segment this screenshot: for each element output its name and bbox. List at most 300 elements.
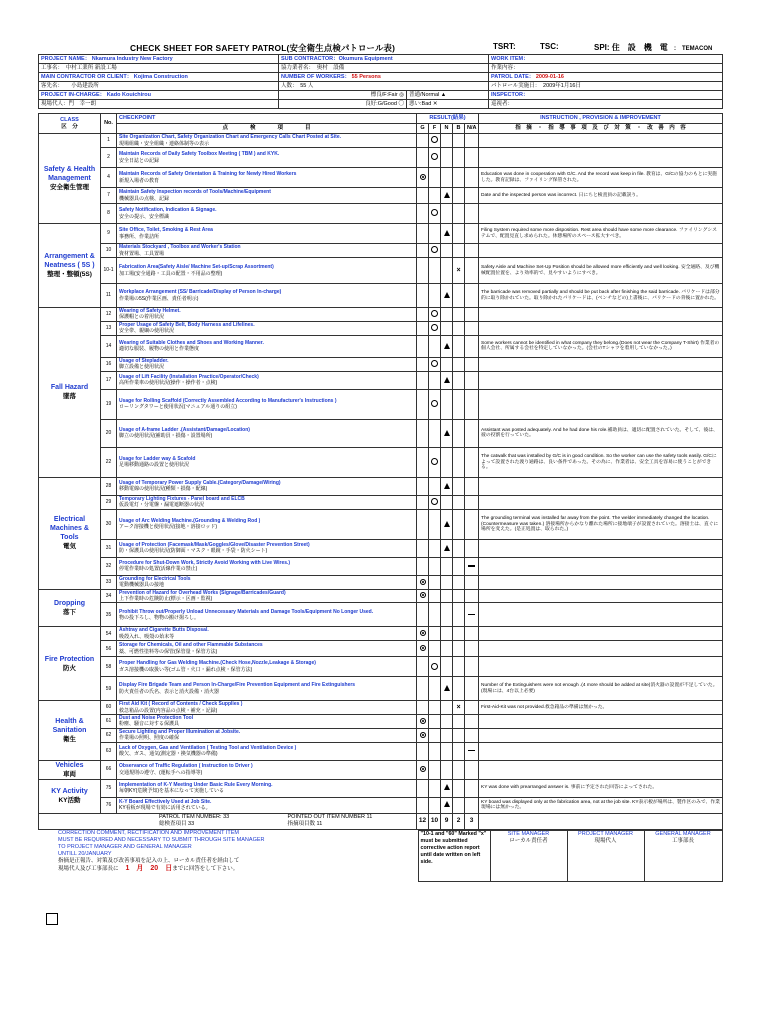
result-b-cell[interactable] bbox=[453, 495, 465, 509]
result-f-cell[interactable] bbox=[429, 134, 441, 148]
result-f-cell[interactable] bbox=[429, 389, 441, 419]
result-na-cell[interactable] bbox=[465, 371, 479, 389]
result-na-cell[interactable] bbox=[465, 495, 479, 509]
result-n-cell[interactable] bbox=[441, 258, 453, 284]
acknowledge-checkbox[interactable] bbox=[46, 913, 58, 925]
checkpoint-cell bbox=[117, 224, 417, 244]
result-na-cell[interactable] bbox=[465, 419, 479, 447]
footer-deadline: 1 月 20 日 bbox=[118, 865, 173, 873]
result-b-cell[interactable] bbox=[453, 389, 465, 419]
result-g-cell[interactable] bbox=[417, 357, 429, 371]
good-mark-icon bbox=[431, 153, 438, 160]
class-label: Fall Hazard bbox=[50, 384, 89, 392]
result-b-cell[interactable] bbox=[453, 627, 465, 641]
checkpoint-jp: 安全帯、親綱の使用状況 bbox=[119, 328, 175, 335]
result-b-cell[interactable] bbox=[453, 797, 465, 813]
checkpoint-en: K-Y Board Effectively Used at Job Site. bbox=[119, 798, 212, 805]
class-cell bbox=[39, 627, 101, 701]
checkpoint-jp: 作業場の5S(作業区画、責任者明示) bbox=[119, 295, 199, 302]
checkpoint-jp: ガス溶接機の取扱い等(ゴム管・火口・漏れ点検・保管方法) bbox=[119, 666, 253, 673]
normal-mark-icon bbox=[444, 483, 450, 489]
checkpoint-cell bbox=[117, 357, 417, 371]
result-f-cell[interactable] bbox=[429, 603, 441, 627]
result-na-cell[interactable] bbox=[465, 728, 479, 742]
checkpoint-jp: 酸欠、ガス、通気(測定器・換気機器の準備) bbox=[119, 751, 218, 758]
result-f-cell[interactable] bbox=[429, 627, 441, 641]
checkpoint-jp: 仮設電灯・分電盤・漏電遮断器の状況 bbox=[119, 502, 205, 509]
header-table bbox=[38, 54, 723, 109]
result-b-cell[interactable] bbox=[453, 134, 465, 148]
result-na-cell[interactable] bbox=[465, 557, 479, 575]
row-number: 33 bbox=[101, 575, 117, 589]
result-b-cell[interactable] bbox=[453, 357, 465, 371]
result-g-cell[interactable] bbox=[417, 134, 429, 148]
result-f-cell[interactable] bbox=[429, 148, 441, 168]
result-b-cell[interactable] bbox=[453, 779, 465, 797]
result-g-cell[interactable] bbox=[417, 284, 429, 308]
result-b-cell[interactable] bbox=[453, 419, 465, 447]
good-mark-icon bbox=[431, 663, 438, 670]
checkpoint-cell bbox=[117, 244, 417, 258]
row-number: 35 bbox=[101, 603, 117, 627]
result-f-cell[interactable] bbox=[429, 284, 441, 308]
result-f-cell[interactable] bbox=[429, 321, 441, 335]
checkpoint-en: Safety Notification, Indication & Signage. bbox=[119, 207, 217, 214]
result-n-cell[interactable] bbox=[441, 204, 453, 224]
result-f-cell[interactable] bbox=[429, 557, 441, 575]
result-na-cell[interactable] bbox=[465, 308, 479, 322]
result-na-cell[interactable] bbox=[465, 188, 479, 204]
result-b-cell[interactable] bbox=[453, 321, 465, 335]
result-n-cell[interactable] bbox=[441, 779, 453, 797]
checkpoint-jp: 脚立の使用状況(補助員・損傷・設置場所) bbox=[119, 433, 213, 440]
normal-mark-icon bbox=[444, 801, 450, 807]
checkpoint-cell bbox=[117, 419, 417, 447]
instruction-header: INSTRUCTION , PROVISION & IMPROVEMENT bbox=[479, 114, 723, 124]
result-g-cell[interactable] bbox=[417, 779, 429, 797]
result-n-cell[interactable] bbox=[441, 224, 453, 244]
result-n-cell[interactable] bbox=[441, 389, 453, 419]
inspector-label: INSPECTOR： bbox=[491, 92, 529, 98]
result-g-cell[interactable] bbox=[417, 244, 429, 258]
result-b-cell[interactable] bbox=[453, 168, 465, 188]
result-f-cell[interactable] bbox=[429, 539, 441, 557]
row-number: 31 bbox=[101, 539, 117, 557]
checkpoint-jp: 安全日誌との記録 bbox=[119, 157, 160, 164]
result-na-cell[interactable] bbox=[465, 797, 479, 813]
general-manager-label: GENERAL MANAGER bbox=[655, 830, 711, 837]
patrol-date-jp: パトロール実施日： 2009年1月16日 bbox=[489, 82, 723, 91]
result-na-cell[interactable] bbox=[465, 204, 479, 224]
result-g-cell[interactable] bbox=[417, 657, 429, 677]
result-n-cell[interactable] bbox=[441, 308, 453, 322]
result-n-cell[interactable] bbox=[441, 539, 453, 557]
in-charge-label: PROJECT IN-CHARGE： bbox=[41, 92, 106, 98]
result-f-cell[interactable] bbox=[429, 308, 441, 322]
result-n-cell[interactable] bbox=[441, 760, 453, 779]
result-b-cell[interactable] bbox=[453, 371, 465, 389]
result-b-cell[interactable] bbox=[453, 575, 465, 589]
result-n-cell[interactable] bbox=[441, 357, 453, 371]
checkpoint-cell bbox=[117, 797, 417, 813]
result-b-cell[interactable] bbox=[453, 509, 465, 539]
result-na-cell[interactable] bbox=[465, 477, 479, 495]
normal-mark-icon bbox=[444, 784, 450, 790]
pointed-jp: 指摘項目数 bbox=[287, 821, 316, 828]
result-g-cell[interactable] bbox=[417, 419, 429, 447]
class-label-jp: 落下 bbox=[63, 609, 76, 617]
result-f-cell[interactable] bbox=[429, 715, 441, 729]
result-na-cell[interactable] bbox=[465, 357, 479, 371]
result-na-cell[interactable] bbox=[465, 447, 479, 477]
result-g-cell[interactable] bbox=[417, 447, 429, 477]
result-f-cell[interactable] bbox=[429, 742, 441, 760]
result-b-cell[interactable] bbox=[453, 677, 465, 701]
result-g-cell[interactable] bbox=[417, 589, 429, 603]
result-b-cell[interactable] bbox=[453, 284, 465, 308]
checkpoint-cell bbox=[117, 589, 417, 603]
tsrt-label: TSRT: bbox=[493, 42, 516, 51]
result-na-cell[interactable] bbox=[465, 657, 479, 677]
general-manager-jp: 工事部長 bbox=[671, 837, 694, 844]
result-g-cell[interactable] bbox=[417, 760, 429, 779]
result-b-cell[interactable] bbox=[453, 447, 465, 477]
checkpoint-jp: 電動機械器具の接地 bbox=[119, 582, 165, 589]
result-g-cell[interactable] bbox=[417, 258, 429, 284]
pointed-label: POINTED OUT ITEM NUMBER bbox=[287, 814, 366, 821]
result-n-cell[interactable] bbox=[441, 284, 453, 308]
result-b-cell[interactable] bbox=[453, 728, 465, 742]
result-g-cell[interactable] bbox=[417, 321, 429, 335]
result-f-cell[interactable] bbox=[429, 657, 441, 677]
fair-mark-icon bbox=[420, 579, 426, 585]
result-na-cell[interactable] bbox=[465, 742, 479, 760]
spi-label: SPI: 住 設 機 電 bbox=[594, 43, 668, 52]
result-b-cell[interactable] bbox=[453, 258, 465, 284]
result-na-cell[interactable] bbox=[465, 575, 479, 589]
result-b-cell[interactable] bbox=[453, 742, 465, 760]
result-f-cell[interactable] bbox=[429, 641, 441, 657]
result-b-cell[interactable] bbox=[453, 244, 465, 258]
result-f-cell[interactable] bbox=[429, 447, 441, 477]
result-f-cell[interactable] bbox=[429, 357, 441, 371]
result-na-cell[interactable] bbox=[465, 760, 479, 779]
row-number: 12 bbox=[101, 308, 117, 322]
checkpoint-jp: 防・保護具の使用状況(防御面・マスク・眼鏡・手袋・防火シート) bbox=[119, 548, 268, 555]
result-n-cell[interactable] bbox=[441, 715, 453, 729]
instruction-cell: Education was done in cooperation with G/C. And the record was keep in file. 教育は、G/Cの協力のもとに実施した。教育記録は、ファイリング保管された。 bbox=[479, 168, 723, 188]
result-na-cell[interactable] bbox=[465, 168, 479, 188]
checkpoint-cell bbox=[117, 677, 417, 701]
result-na-cell[interactable] bbox=[465, 224, 479, 244]
checkpoint-cell bbox=[117, 258, 417, 284]
total-g: 12 bbox=[417, 813, 429, 829]
result-b-cell[interactable] bbox=[453, 335, 465, 357]
row-number: 22 bbox=[101, 447, 117, 477]
checkpoint-cell bbox=[117, 701, 417, 715]
result-n-cell[interactable] bbox=[441, 509, 453, 539]
result-g-cell[interactable] bbox=[417, 224, 429, 244]
result-g-cell[interactable] bbox=[417, 627, 429, 641]
result-b-cell[interactable] bbox=[453, 641, 465, 657]
checkpoint-cell bbox=[117, 371, 417, 389]
result-b-cell[interactable] bbox=[453, 589, 465, 603]
row-number: 54 bbox=[101, 627, 117, 641]
normal-legend: 普通/Normal ▲ bbox=[407, 91, 489, 100]
checkpoint-jp: 上下作業時の危険防止(標示・区画・監視) bbox=[119, 596, 213, 603]
checkpoint-cell bbox=[117, 148, 417, 168]
checkpoint-cell bbox=[117, 603, 417, 627]
result-g-cell[interactable] bbox=[417, 371, 429, 389]
result-n-cell[interactable] bbox=[441, 657, 453, 677]
row-number: 66 bbox=[101, 760, 117, 779]
result-na-cell[interactable] bbox=[465, 539, 479, 557]
result-f-cell[interactable] bbox=[429, 168, 441, 188]
checkpoint-cell bbox=[117, 447, 417, 477]
class-cell bbox=[39, 308, 101, 478]
result-f-cell[interactable] bbox=[429, 728, 441, 742]
checkpoint-en: Usage of Temporary Power Supply Cable.(Category/Damage/Wiring) bbox=[119, 479, 281, 486]
patrol-date: 2009-01-16 bbox=[535, 74, 564, 80]
footer-line-5: 指摘是正報告、対策及び改善事項を記入の上、ローカル責任者を経由して bbox=[58, 858, 240, 865]
result-n-cell[interactable] bbox=[441, 701, 453, 715]
result-f-cell[interactable] bbox=[429, 701, 441, 715]
result-g-cell[interactable] bbox=[417, 168, 429, 188]
result-n-cell[interactable] bbox=[441, 495, 453, 509]
workers-jp: 人数： 55 人 bbox=[279, 82, 489, 91]
result-b-cell[interactable] bbox=[453, 204, 465, 224]
result-na-cell[interactable] bbox=[465, 641, 479, 657]
row-number: 59 bbox=[101, 677, 117, 701]
result-n-cell[interactable] bbox=[441, 477, 453, 495]
normal-mark-icon bbox=[444, 685, 450, 691]
result-na-cell[interactable] bbox=[465, 779, 479, 797]
pointed-jp-value: 11 bbox=[316, 821, 323, 828]
result-n-cell[interactable] bbox=[441, 188, 453, 204]
result-f-cell[interactable] bbox=[429, 188, 441, 204]
result-g-cell[interactable] bbox=[417, 677, 429, 701]
instruction-cell bbox=[479, 557, 723, 575]
result-f-header: F bbox=[429, 124, 441, 134]
result-n-cell[interactable] bbox=[441, 168, 453, 188]
result-f-cell[interactable] bbox=[429, 589, 441, 603]
checklist-row bbox=[39, 641, 723, 657]
normal-mark-icon bbox=[444, 430, 450, 436]
result-n-cell[interactable] bbox=[441, 321, 453, 335]
class-label: Dropping bbox=[53, 600, 86, 608]
result-g-cell[interactable] bbox=[417, 557, 429, 575]
result-g-cell[interactable] bbox=[417, 509, 429, 539]
result-g-cell[interactable] bbox=[417, 641, 429, 657]
result-f-cell[interactable] bbox=[429, 244, 441, 258]
checklist-row bbox=[39, 204, 723, 224]
result-n-cell[interactable] bbox=[441, 797, 453, 813]
result-f-cell[interactable] bbox=[429, 677, 441, 701]
result-n-cell[interactable] bbox=[441, 603, 453, 627]
result-n-cell[interactable] bbox=[441, 575, 453, 589]
row-number: 4 bbox=[101, 168, 117, 188]
instruction-cell: Filing System required some more disposition. Rest area should have some more clearance. ファイリングシステムで、配置見直し求められた。休憩場所のスペース拡大すべき。 bbox=[479, 224, 723, 244]
checkpoint-cell bbox=[117, 308, 417, 322]
result-f-cell[interactable] bbox=[429, 575, 441, 589]
result-b-cell[interactable] bbox=[453, 308, 465, 322]
checkpoint-en: Usage of Protection (Facemask/Mask/Goggles/Glove/Disaster Prevention Street) bbox=[119, 541, 310, 548]
result-f-cell[interactable] bbox=[429, 509, 441, 539]
result-n-cell[interactable] bbox=[441, 742, 453, 760]
class-label: KY Activity bbox=[51, 788, 88, 796]
result-n-cell[interactable] bbox=[441, 641, 453, 657]
result-g-cell[interactable] bbox=[417, 797, 429, 813]
result-b-cell[interactable] bbox=[453, 148, 465, 168]
instruction-cell bbox=[479, 575, 723, 589]
result-g-cell[interactable] bbox=[417, 575, 429, 589]
workers-count: 55 Persons bbox=[351, 74, 381, 80]
result-n-cell[interactable] bbox=[441, 728, 453, 742]
fair-mark-icon bbox=[420, 718, 426, 724]
instruction-cell bbox=[479, 321, 723, 335]
result-b-cell[interactable] bbox=[453, 715, 465, 729]
result-f-cell[interactable] bbox=[429, 779, 441, 797]
fair-mark-icon bbox=[420, 174, 426, 180]
result-n-cell[interactable] bbox=[441, 371, 453, 389]
total-na: 3 bbox=[465, 813, 479, 829]
result-b-cell[interactable] bbox=[453, 477, 465, 495]
normal-mark-icon bbox=[444, 377, 450, 383]
result-g-cell[interactable] bbox=[417, 477, 429, 495]
instruction-cell: KY was done with prearranged answer is. 事前に予定された回答によってされた。 bbox=[479, 779, 723, 797]
result-na-cell[interactable] bbox=[465, 321, 479, 335]
checklist-row bbox=[39, 728, 723, 742]
result-na-cell[interactable] bbox=[465, 715, 479, 729]
good-mark-icon bbox=[431, 400, 438, 407]
result-f-cell[interactable] bbox=[429, 224, 441, 244]
checkpoint-en: Wearing of Suitable Clothes and Shoes and Working Manner. bbox=[119, 339, 264, 346]
project-name-jp: 工事名： 中村工業所 新設工場 bbox=[39, 64, 279, 73]
result-na-cell[interactable] bbox=[465, 701, 479, 715]
checkpoint-jp: 作業場の照明、照度の確保 bbox=[119, 735, 180, 742]
result-na-cell[interactable] bbox=[465, 589, 479, 603]
result-f-cell[interactable] bbox=[429, 335, 441, 357]
result-g-cell[interactable] bbox=[417, 308, 429, 322]
result-g-cell[interactable] bbox=[417, 701, 429, 715]
result-n-cell[interactable] bbox=[441, 557, 453, 575]
checkpoint-en: Usage of Arc Welding Machine.(Grounding & Welding Rod ) bbox=[119, 517, 261, 524]
result-na-cell[interactable] bbox=[465, 335, 479, 357]
no-header: No. bbox=[101, 114, 117, 134]
result-n-cell[interactable] bbox=[441, 134, 453, 148]
result-g-cell[interactable] bbox=[417, 204, 429, 224]
fair-mark-icon bbox=[420, 630, 426, 636]
result-na-cell[interactable] bbox=[465, 389, 479, 419]
result-g-cell[interactable] bbox=[417, 188, 429, 204]
result-n-cell[interactable] bbox=[441, 627, 453, 641]
result-na-cell[interactable] bbox=[465, 258, 479, 284]
dash-mark-icon bbox=[468, 614, 475, 615]
checklist-row bbox=[39, 244, 723, 258]
footer-line-6-prefix: 現場代人及び工事部長に bbox=[58, 866, 119, 873]
checkpoint-cell bbox=[117, 495, 417, 509]
good-mark-icon bbox=[431, 136, 438, 143]
result-n-cell[interactable] bbox=[441, 447, 453, 477]
result-b-cell[interactable] bbox=[453, 760, 465, 779]
checkpoint-en: Observance of Traffic Regulation ( Instruction to Driver ) bbox=[119, 763, 253, 770]
result-b-cell[interactable] bbox=[453, 657, 465, 677]
checkpoint-jp: 加工場(安全通路・工具の配置・不用品の整理) bbox=[119, 270, 223, 277]
normal-mark-icon bbox=[444, 545, 450, 551]
instruction-cell: First-Aid-Kit was not provided.救急箱品の準備は無かった。 bbox=[479, 701, 723, 715]
result-f-cell[interactable] bbox=[429, 258, 441, 284]
result-g-cell[interactable] bbox=[417, 335, 429, 357]
result-n-cell[interactable] bbox=[441, 419, 453, 447]
good-legend: 良好:G/Good 〇 bbox=[279, 100, 407, 109]
result-n-cell[interactable] bbox=[441, 589, 453, 603]
result-g-cell[interactable] bbox=[417, 742, 429, 760]
checkpoint-en: Maintain Safety Inspection records of Tools/Machine/Equipment bbox=[119, 189, 271, 196]
checkpoint-en: Site Organization Chart, Safety Organization Chart and Emergency Calls Chart Posted at Site. bbox=[119, 134, 341, 141]
result-g-cell[interactable] bbox=[417, 728, 429, 742]
result-na-cell[interactable] bbox=[465, 284, 479, 308]
result-b-cell[interactable] bbox=[453, 603, 465, 627]
result-g-cell[interactable] bbox=[417, 539, 429, 557]
result-f-cell[interactable] bbox=[429, 760, 441, 779]
checkpoint-en: Grounding for Electrical Tools bbox=[119, 575, 191, 582]
result-f-cell[interactable] bbox=[429, 419, 441, 447]
instruction-cell bbox=[479, 728, 723, 742]
checkpoint-en: Implementation of K-Y Meeting Under Basic Rule Every Morning. bbox=[119, 781, 273, 788]
normal-mark-icon bbox=[444, 292, 450, 298]
result-b-cell[interactable] bbox=[453, 188, 465, 204]
result-na-cell[interactable] bbox=[465, 148, 479, 168]
result-na-cell[interactable] bbox=[465, 627, 479, 641]
result-f-cell[interactable] bbox=[429, 371, 441, 389]
result-f-cell[interactable] bbox=[429, 477, 441, 495]
result-n-cell[interactable] bbox=[441, 335, 453, 357]
result-b-cell[interactable] bbox=[453, 539, 465, 557]
result-f-cell[interactable] bbox=[429, 797, 441, 813]
result-na-header: N/A bbox=[465, 124, 479, 134]
class-cell bbox=[39, 701, 101, 760]
row-number: 63 bbox=[101, 742, 117, 760]
fair-legend: 標良/F:Fair ◎ bbox=[279, 91, 407, 100]
result-na-cell[interactable] bbox=[465, 603, 479, 627]
instruction-cell bbox=[479, 641, 723, 657]
class-cell bbox=[39, 224, 101, 308]
result-g-cell[interactable] bbox=[417, 389, 429, 419]
result-f-cell[interactable] bbox=[429, 495, 441, 509]
result-b-cell[interactable] bbox=[453, 557, 465, 575]
checklist-row bbox=[39, 603, 723, 627]
result-f-cell[interactable] bbox=[429, 204, 441, 224]
checkpoint-jp: 高所作業車の使用状況(操作・操作者・点検) bbox=[119, 380, 218, 387]
checkpoint-jp: ローリングタワーと使用状況(マニュアル通りの組立) bbox=[119, 404, 237, 411]
result-g-cell[interactable] bbox=[417, 495, 429, 509]
result-g-cell[interactable] bbox=[417, 603, 429, 627]
result-b-cell[interactable] bbox=[453, 701, 465, 715]
checkpoint-jp: 粉塵、騒音に対する保護具 bbox=[119, 721, 180, 728]
result-n-cell[interactable] bbox=[441, 677, 453, 701]
result-na-cell[interactable] bbox=[465, 134, 479, 148]
result-n-cell[interactable] bbox=[441, 244, 453, 258]
result-na-cell[interactable] bbox=[465, 244, 479, 258]
result-g-cell[interactable] bbox=[417, 148, 429, 168]
instruction-cell: The catwalk that was installed by G/C is in good condition. So the worker can use the safety tools easily. G/Cによって設置された渡り通路は、良い条件であった。その為に、作業者は、安全工具を容易に使うことができる。 bbox=[479, 447, 723, 477]
result-g-cell[interactable] bbox=[417, 715, 429, 729]
result-n-cell[interactable] bbox=[441, 148, 453, 168]
result-na-cell[interactable] bbox=[465, 509, 479, 539]
checkpoint-en: Maintain Records of Safety Orientation & Training for Newly Hired Workers bbox=[119, 171, 297, 178]
result-b-cell[interactable] bbox=[453, 224, 465, 244]
result-na-cell[interactable] bbox=[465, 677, 479, 701]
